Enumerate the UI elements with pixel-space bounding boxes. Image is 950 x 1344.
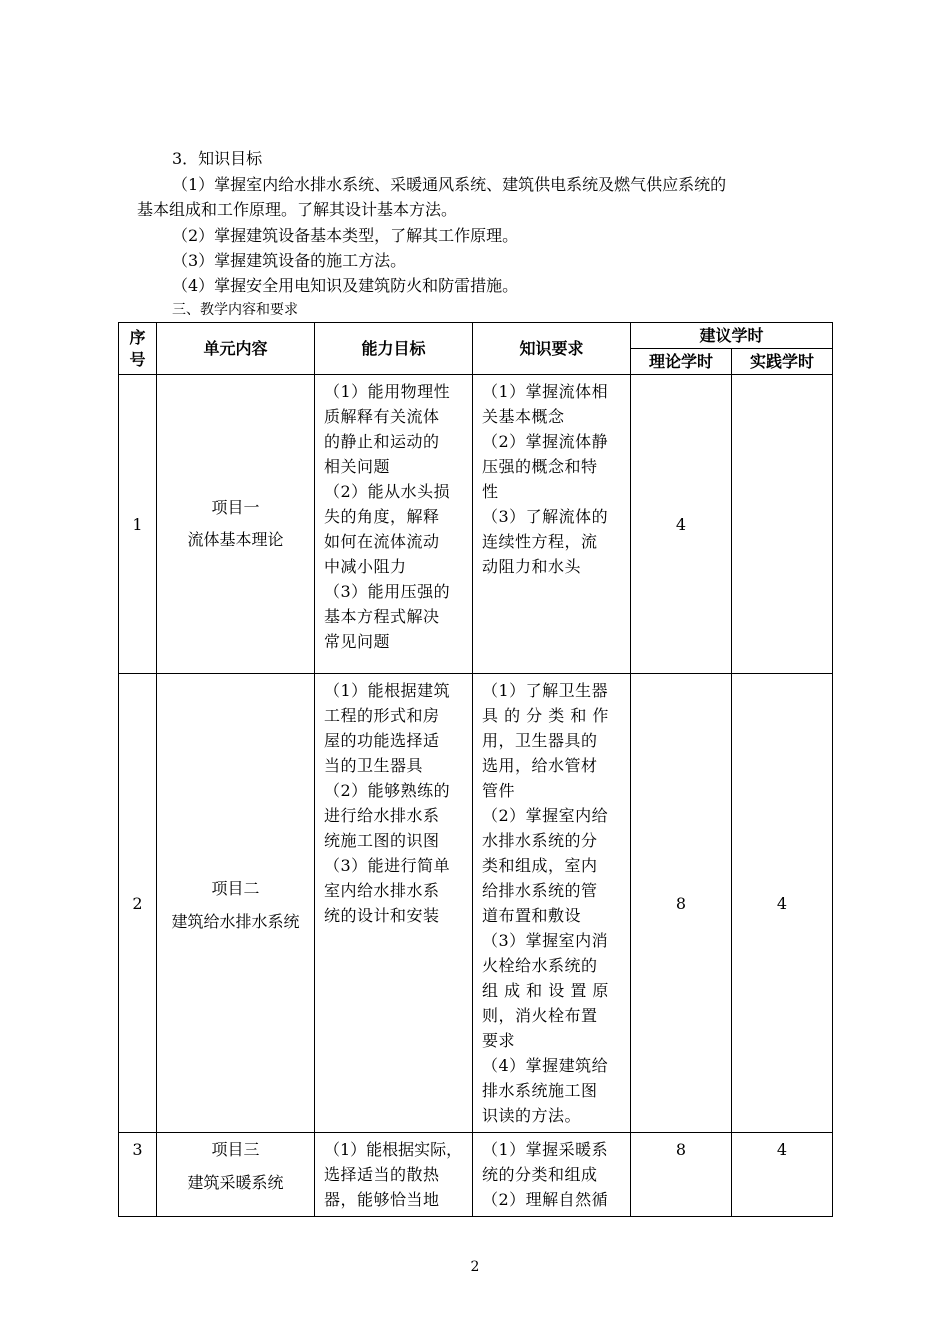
row-ability [315,674,473,1133]
unit-name: 流体基本理论 [187,530,284,549]
header-ability: 能力目标 [315,323,473,375]
ability-line: 工程的形式和房 [324,706,440,725]
knowledge-goal-item-2: （2）掌握建筑设备基本类型，了解其工作原理。 [172,226,519,245]
ability-line: 的静止和运动的 [324,432,440,451]
knowledge-goal-item-1: （1）掌握室内给水排水系统、采暖通风系统、建筑供电系统及燃气供应系统的 [172,175,727,194]
header-unit: 单元内容 [157,323,315,375]
ability-line: （1）能用物理性 [324,382,451,401]
ability-line: 如何在流体流动 [324,532,440,551]
ability-line: 室内给水排水系 [324,881,440,900]
ability-line: 统施工图的识图 [324,831,440,850]
knowledge-line: （1）掌握采暖系 [482,1140,609,1159]
row-unit [157,1133,315,1217]
row-practice-hours: 4 [732,674,833,1133]
knowledge-line: 道布置和敷设 [482,906,582,925]
knowledge-line: （1）了解卫生器 [482,681,609,700]
ability-line: （1）能根据实际， [324,1140,463,1159]
ability-line: 失的角度，解释 [324,507,440,526]
unit-title: 项目三 [211,1140,260,1159]
knowledge-goal-heading: 3．知识目标 [172,149,263,168]
knowledge-line: （3）掌握室内消 [482,931,609,950]
teaching-content-table [118,322,833,1217]
row-seq: 1 [119,375,157,674]
ability-line: （3）能用压强的 [324,582,451,601]
knowledge-line: （2）掌握流体静 [482,432,609,451]
knowledge-line: （3）了解流体的 [482,507,609,526]
row-ability [315,1133,473,1217]
ability-line: 选择适当的散热 [324,1165,440,1184]
knowledge-line: 识读的方法。 [482,1106,582,1125]
ability-line: 基本方程式解决 [324,607,440,626]
unit-name: 建筑采暖系统 [187,1173,284,1192]
knowledge-line: （2）理解自然循 [482,1190,609,1209]
row-ability [315,375,473,674]
header-knowledge: 知识要求 [473,323,631,375]
header-seq-line2: 号 [129,350,146,369]
ability-line: 统的设计和安装 [324,906,440,925]
knowledge-line: 管件 [482,781,516,800]
knowledge-line: 则，消火栓布置 [482,1006,598,1025]
row-theory-hours: 8 [631,1133,732,1217]
table-row [119,674,833,1133]
ability-line: 中减小阻力 [324,557,407,576]
knowledge-goal-item-1-cont: 基本组成和工作原理。了解其设计基本方法。 [137,200,458,219]
header-theory-hours: 理论学时 [631,349,732,375]
knowledge-line: 统的分类和组成 [482,1165,598,1184]
header-suggested-hours: 建议学时 [631,323,833,349]
ability-line: 相关问题 [324,457,391,476]
row-practice-hours: 4 [732,1133,833,1217]
knowledge-line: 性 [482,482,499,501]
knowledge-line: 水排水系统的分 [482,831,598,850]
page-number: 2 [470,1259,480,1275]
knowledge-goal-item-3: （3）掌握建筑设备的施工方法。 [172,251,407,270]
ability-line: （1）能根据建筑 [324,681,451,700]
knowledge-line: 组 成 和 设 置 原 [482,981,609,1000]
knowledge-line: 具 的 分 类 和 作 [482,706,609,725]
row-practice-hours [732,375,833,674]
row-knowledge [473,1133,631,1217]
ability-line: 进行给水排水系 [324,806,440,825]
row-theory-hours: 8 [631,674,732,1133]
ability-line: 常见问题 [324,632,391,651]
row-unit [157,674,315,1133]
row-knowledge [473,674,631,1133]
row-theory-hours: 4 [631,375,732,674]
knowledge-line: 动阻力和水头 [482,557,582,576]
ability-line: （2）能从水头损 [324,482,451,501]
knowledge-line: 用，卫生器具的 [482,731,598,750]
knowledge-line: 类和组成，室内 [482,856,598,875]
knowledge-line: 关基本概念 [482,407,565,426]
knowledge-line: （4）掌握建筑给 [482,1056,609,1075]
ability-line: 器，能够恰当地 [324,1190,440,1209]
knowledge-line: 给排水系统的管 [482,881,598,900]
header-seq [119,323,157,375]
unit-title: 项目二 [211,878,260,898]
knowledge-line: 排水系统施工图 [482,1081,598,1100]
knowledge-goal-item-4: （4）掌握安全用电知识及建筑防火和防雷措施。 [172,276,519,295]
header-practice-hours: 实践学时 [732,349,833,375]
knowledge-line: 火栓给水系统的 [482,956,598,975]
ability-line: 屋的功能选择适 [324,731,440,750]
table-row [119,1133,833,1217]
unit-title: 项目一 [211,498,260,517]
table-row [119,375,833,674]
knowledge-line: 要求 [482,1031,516,1050]
knowledge-line: 压强的概念和特 [482,457,598,476]
ability-line: （3）能进行简单 [324,856,451,875]
section-heading: 三、教学内容和要求 [172,302,298,318]
unit-name: 建筑给水排水系统 [171,911,300,931]
knowledge-line: （2）掌握室内给 [482,806,609,825]
ability-line: 当的卫生器具 [324,756,424,775]
knowledge-line: 选用，给水管材 [482,756,598,775]
ability-line: 质解释有关流体 [324,407,440,426]
row-seq: 3 [119,1133,157,1217]
header-seq-line1: 序 [129,328,146,347]
ability-line: （2）能够熟练的 [324,781,451,800]
row-seq: 2 [119,674,157,1133]
knowledge-line: 连续性方程，流 [482,532,598,551]
row-unit [157,375,315,674]
row-knowledge [473,375,631,674]
knowledge-line: （1）掌握流体相 [482,382,609,401]
